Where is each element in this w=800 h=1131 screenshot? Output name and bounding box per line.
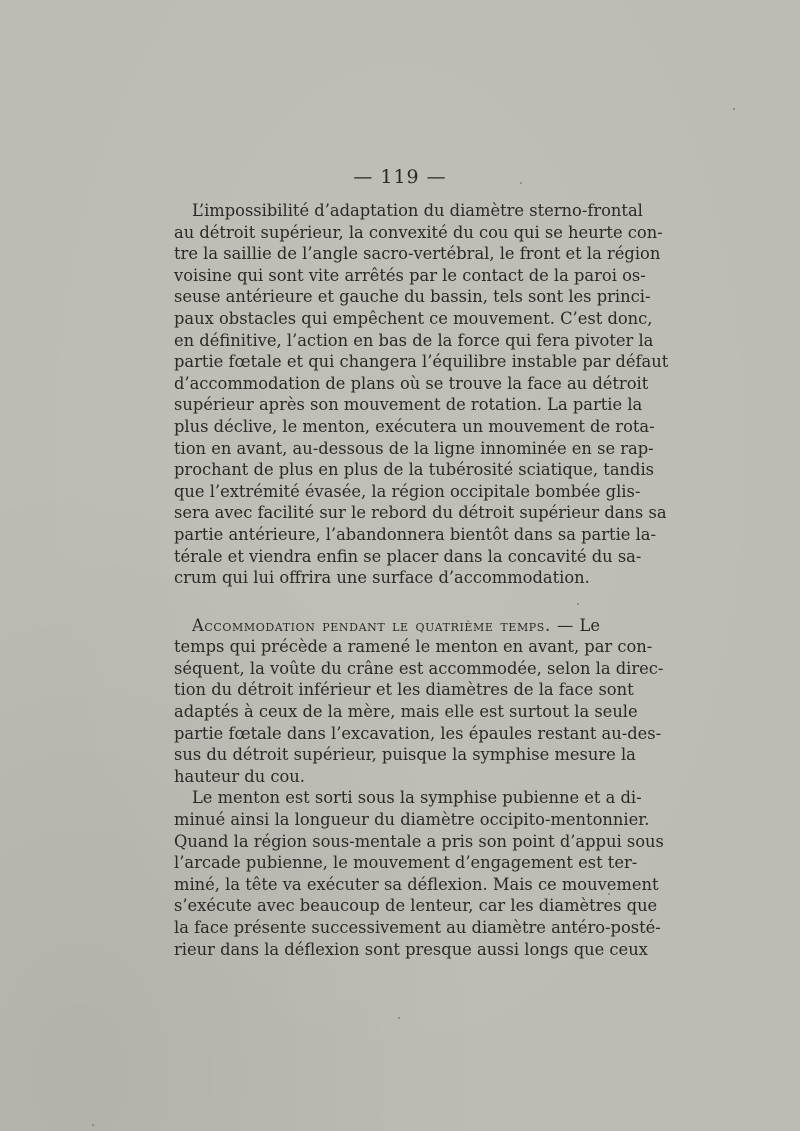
section-heading-line [174, 615, 600, 637]
text-line: rieur dans la déflexion sont presque aussi longs que ceux [174, 939, 648, 959]
text-line: temps qui précède a ramené le menton en avant, par con- [174, 637, 653, 657]
text-line: en définitive, l’action en bas de la force qui fera pivoter la [174, 330, 654, 350]
text-line: hauteur du cou. [174, 766, 305, 786]
text-line: Quand la région sous-mentale a pris son point d’appui sous [174, 831, 664, 851]
text-line: la face présente successivement au diamètre antéro-posté- [174, 918, 661, 937]
text-line: au détroit supérieur, la convexité du cou qui se heurte con- [174, 222, 663, 242]
paper-speck [92, 1124, 94, 1126]
text-line: adaptés à ceux de la mère, mais elle est surtout la seule [174, 702, 638, 722]
text-line: seuse antérieure et gauche du bassin, tels sont les princi- [174, 287, 651, 307]
text-line: tre la saillie de l’angle sacro-vertébral, le front et la région [174, 244, 661, 264]
text-line: s’exécute avec beaucoup de lenteur, car les diamètres que [174, 896, 658, 916]
text-line: Le menton est sorti sous la symphise pubienne et a di- [192, 788, 642, 808]
text-line: partie fœtale et qui changera l’équilibre instable par défaut [174, 352, 669, 372]
page-number: — 119 — [353, 166, 447, 188]
text-line: supérieur après son mouvement de rotation. La partie la [174, 395, 643, 415]
text-line: partie antérieure, l’abandonnera bientôt dans sa partie la- [174, 524, 657, 544]
text-line: sus du détroit supérieur, puisque la symphise mesure la [174, 745, 636, 765]
paragraph-1 [174, 200, 669, 589]
text-line: crum qui lui offrira une surface d’accommodation. [174, 568, 590, 588]
section-heading: Accommodation pendant le quatrième temps. [192, 615, 551, 635]
paragraph-gap [174, 589, 600, 615]
text-line: l’arcade pubienne, le mouvement d’engagement est ter- [174, 853, 638, 873]
heading-continuation: — Le [550, 615, 600, 635]
paper-speck [398, 1017, 400, 1019]
paragraph-2 [174, 615, 664, 788]
paper-speck [520, 182, 522, 184]
text-line: tion du détroit inférieur et les diamètres de la face sont [174, 680, 634, 700]
text-line: séquent, la voûte du crâne est accommodée, selon la direc- [174, 658, 664, 678]
text-line: partie fœtale dans l’excavation, les épaules restant au-des- [174, 723, 662, 743]
paper-speck [577, 603, 579, 605]
text-line: prochant de plus en plus de la tubérosité sciatique, tandis [174, 460, 655, 480]
paper-speck [608, 893, 610, 895]
text-line: miné, la tête va exécuter sa déflexion. Mais ce mouvement [174, 874, 659, 894]
paragraph-3 [174, 787, 664, 960]
paper-speck [733, 108, 735, 110]
text-line: que l’extrémité évasée, la région occipitale bombée glis- [174, 481, 641, 501]
text-line: paux obstacles qui empêchent ce mouvement. C’est donc, [174, 308, 653, 328]
text-line: sera avec facilité sur le rebord du détroit supérieur dans sa [174, 503, 667, 523]
text-line: minué ainsi la longueur du diamètre occipito-mentonnier. [174, 810, 650, 830]
text-line: plus déclive, le menton, exécutera un mouvement de rota- [174, 416, 655, 436]
text-line: térale et viendra enfin se placer dans la concavité du sa- [174, 546, 642, 566]
text-line: tion en avant, au-dessous de la ligne innominée en se rap- [174, 438, 654, 458]
text-line: d’accommodation de plans où se trouve la face au détroit [174, 373, 649, 393]
body-text [174, 200, 669, 960]
text-line: voisine qui sont vite arrêtés par le contact de la paroi os- [174, 265, 646, 285]
text-line: L’impossibilité d’adaptation du diamètre sterno-frontal [192, 201, 643, 220]
